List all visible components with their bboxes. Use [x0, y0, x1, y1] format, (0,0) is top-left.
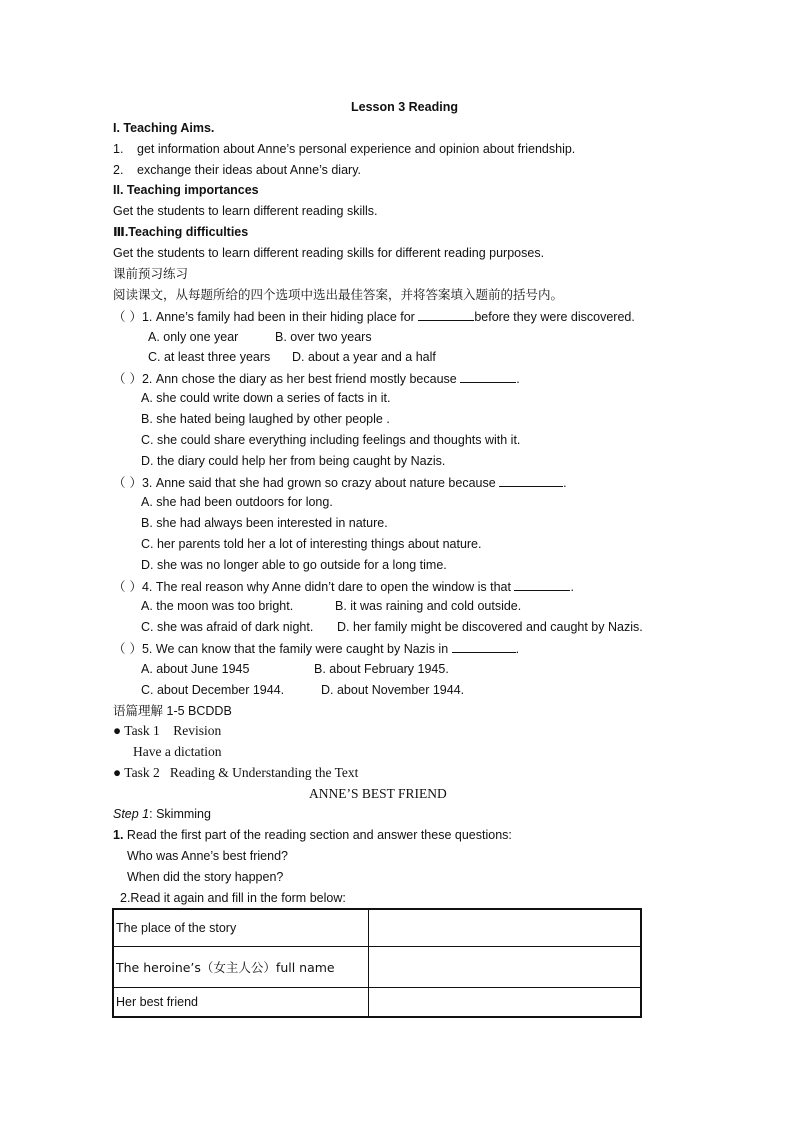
question-block-2: 2.Read it again and fill in the form below:: [120, 891, 346, 905]
answer-paren[interactable]: （ ）: [113, 371, 142, 386]
option-1c: C. at least three years: [148, 350, 271, 364]
option-4a: A. the moon was too bright.: [141, 599, 294, 613]
answer-key: 语篇理解 1-5 BCDDB: [113, 703, 232, 718]
form-input-heroine[interactable]: [369, 947, 642, 988]
bullet-icon: ●: [113, 723, 122, 738]
option-1b: B. over two years: [275, 330, 372, 344]
form-row: [113, 909, 641, 947]
question-5: （ ）5. We can know that the family were caught by Nazis in .: [113, 641, 520, 656]
aims-heading: I. Teaching Aims.: [113, 121, 215, 135]
option-2a: A. she could write down a series of facts in it.: [141, 391, 391, 405]
question-4: （ ）4. The real reason why Anne didn’t dare to open the window is that .: [113, 579, 574, 594]
answer-paren[interactable]: （ ）: [113, 579, 142, 594]
aims-item-1-num: 1.: [113, 142, 124, 156]
importances-text: Get the students to learn different reading skills.: [113, 204, 378, 218]
step-1: Step 1: Skimming: [113, 807, 211, 821]
question-1: （ ）1. Anne’s family had been in their hiding place for before they were discovered.: [113, 309, 635, 324]
form-input-best-friend[interactable]: [369, 988, 642, 1018]
form-input-place[interactable]: [369, 909, 642, 947]
option-4b: B. it was raining and cold outside.: [335, 599, 522, 613]
story-title: ANNE’S BEST FRIEND: [309, 786, 447, 801]
option-5b: B. about February 1945.: [314, 662, 449, 676]
task-1-sub: Have a dictation: [133, 744, 222, 759]
page-title: Lesson 3 Reading: [351, 100, 458, 114]
option-2b: B. she hated being laughed by other people .: [141, 412, 390, 426]
question-block-1: 1. Read the first part of the reading section and answer these questions:: [113, 828, 512, 842]
form-label-place: The place of the story: [113, 909, 369, 947]
option-2d: D. the diary could help her from being caught by Nazis.: [141, 454, 446, 468]
option-5d: D. about November 1944.: [321, 683, 465, 697]
option-5c: C. about December 1944.: [141, 683, 285, 697]
option-3b: B. she had always been interested in nature.: [141, 516, 388, 530]
answer-paren[interactable]: （ ）: [113, 475, 142, 490]
form-label-best-friend: Her best friend: [113, 988, 369, 1018]
question-2: （ ）2. Ann chose the diary as her best friend mostly because .: [113, 371, 520, 386]
option-3c: C. her parents told her a lot of interesting things about nature.: [141, 537, 482, 551]
question-3: （ ）3. Anne said that she had grown so crazy about nature because .: [113, 475, 567, 490]
fill-in-form: [112, 908, 642, 1018]
option-3a: A. she had been outdoors for long.: [141, 495, 333, 509]
form-label-heroine: The heroine’s（女主人公）full name: [113, 947, 369, 988]
aims-item-1: get information about Anne’s personal experience and opinion about friendship.: [137, 142, 576, 156]
answer-blank[interactable]: [418, 308, 474, 321]
option-4c: C. she was afraid of dark night.: [141, 620, 314, 634]
option-1a: A. only one year: [148, 330, 239, 344]
sub-question-1: Who was Anne’s best friend?: [127, 849, 288, 863]
preview-heading: 课前预习练习: [113, 266, 189, 281]
difficulties-heading: Ⅲ.Teaching difficulties: [113, 225, 249, 239]
aims-item-2-num: 2.: [113, 163, 124, 177]
form-row: [113, 947, 641, 988]
sub-question-2: When did the story happen?: [127, 870, 284, 884]
task-1: ● Task 1 Revision: [113, 723, 222, 738]
answer-blank[interactable]: [452, 640, 516, 653]
bullet-icon: ●: [113, 765, 122, 780]
answer-blank[interactable]: [460, 370, 516, 383]
preview-instruction: 阅读课文，从每题所给的四个选项中选出最佳答案，并将答案填入题前的括号内。: [113, 287, 564, 302]
importances-heading: II. Teaching importances: [113, 183, 259, 197]
form-row: [113, 988, 641, 1018]
answer-paren[interactable]: （ ）: [113, 309, 142, 324]
task-2: ● Task 2 Reading & Understanding the Text: [113, 765, 359, 780]
answer-blank[interactable]: [514, 578, 570, 591]
option-5a: A. about June 1945: [141, 662, 250, 676]
option-4d: D. her family might be discovered and caught by Nazis.: [337, 620, 643, 634]
answer-blank[interactable]: [499, 474, 563, 487]
option-2c: C. she could share everything including feelings and thoughts with it.: [141, 433, 521, 447]
aims-item-2: exchange their ideas about Anne’s diary.: [137, 163, 361, 177]
answer-paren[interactable]: （ ）: [113, 641, 142, 656]
option-1d: D. about a year and a half: [292, 350, 436, 364]
difficulties-text: Get the students to learn different reading skills for different reading purposes.: [113, 246, 545, 260]
option-3d: D. she was no longer able to go outside for a long time.: [141, 558, 447, 572]
